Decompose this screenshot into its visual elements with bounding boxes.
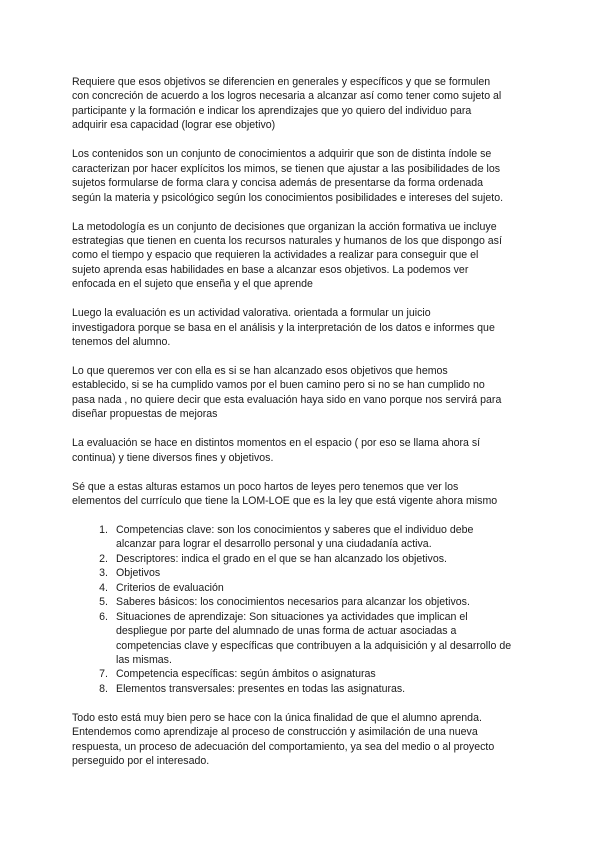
- list-number: 2.: [99, 552, 108, 565]
- list-text: Descriptores: indica el grado en el que se han alcanzado los objetivos.: [116, 552, 447, 565]
- list-item: [72, 595, 542, 609]
- list-number: 1.: [99, 523, 108, 536]
- paragraph-objetivos-alcanzados: Lo que queremos ver con ella es si se han alcanzado esos objetivos que hemos establecido, si se ha cumplido vamos por el buen camino pero si no se han cumplido no pasa nada , no quiere decir que esta evaluación haya sido en vano porque nos servirá para diseñar propuestas de mejoras: [72, 365, 502, 421]
- paragraph-metodologia: La metodología es un conjunto de decisiones que organizan la acción formativa ue incluye estrategias que tienen en cuenta los recursos naturales y humanos de los que dispongo así como el tiempo y espacio que requieren la actividades a realizar para conseguir que el sujeto aprenda esas habilidades en base a alcanzar esos objetivos. La podemos ver enfocada en el sujeto que enseña y el que aprende: [72, 220, 502, 291]
- list-number: 5.: [99, 596, 108, 609]
- list-number: 4.: [99, 581, 108, 594]
- list-text: Competencias clave: son los conocimientos y saberes que el individuo debe alcanzar para lograr el desarrollo personal y una ciudadanía activa.: [116, 523, 474, 551]
- paragraph-objetivos: Requiere que esos objetivos se diferencien en generales y específicos y que se formulen con concreción de acuerdo a los logros necesaria a alcanzar así como tener como sujeto al participante y la formación e indicar los aprendizajes que yo quiero del individuo para adquirir esa capacidad (lograr ese objetivo): [72, 76, 502, 132]
- list-number: 6.: [99, 610, 108, 623]
- list-item: [72, 610, 542, 668]
- list-text: Criterios de evaluación: [116, 581, 224, 594]
- list-text: Competencia específicas: según ámbitos o asignaturas: [116, 668, 376, 681]
- list-item: [72, 682, 542, 696]
- list-text: Objetivos: [116, 567, 161, 580]
- paragraph-aprendizaje: Todo esto está muy bien pero se hace con la única finalidad de que el alumno aprenda. Entendemos como aprendizaje al proceso de construcción y asimilación de una nueva respuesta, un proceso de adecuación del comportamiento, ya sea del medio o al proyecto perseguido por el interesado.: [72, 711, 495, 768]
- list-number: 8.: [99, 682, 108, 695]
- paragraph-lomloe: Sé que a estas alturas estamos un poco hartos de leyes pero tenemos que ver los elementos del currículo que tiene la LOM-LOE que es la ley que está vigente ahora mismo: [72, 480, 498, 508]
- curriculum-elements-list: [72, 523, 542, 696]
- paragraph-contenidos: Los contenidos son un conjunto de conocimientos a adquirir que son de distinta índole se caracterizan por hacer explícitos los mimos, se tienen que ajustar a las posibilidades de los sujetos formularse de forma clara y concisa además de presentarse da forma ordenada según la materia y psicológico según los conocimientos posibilidades e intereses del sujeto.: [72, 148, 504, 204]
- list-text: Situaciones de aprendizaje: Son situaciones ya actividades que implican el despliegue por parte del alumnado de unas forma de actuar asociadas a competencias clave y específicas que contribuyen a la adquisición y al desarrollo de las mismas.: [116, 610, 512, 667]
- list-item: [72, 523, 542, 552]
- paragraph-evaluacion: Luego la evaluación es un actividad valorativa. orientada a formular un juicio investigadora porque se basa en el análisis y la interpretación de los datos e informes que tenemos del alumno.: [72, 307, 495, 349]
- list-item: [72, 667, 542, 681]
- list-text: Elementos transversales: presentes en todas las asignaturas.: [116, 682, 406, 695]
- document-page: [72, 75, 542, 783]
- list-item: [72, 552, 542, 566]
- list-item: [72, 566, 542, 580]
- paragraph-evaluacion-momentos: La evaluación se hace en distintos momentos en el espacio ( por eso se llama ahora sí continua) y tiene diversos fines y objetivos.: [72, 437, 481, 464]
- list-item: [72, 581, 542, 595]
- list-number: 7.: [99, 668, 108, 681]
- list-number: 3.: [99, 567, 108, 580]
- list-text: Saberes básicos: los conocimientos necesarios para alcanzar los objetivos.: [116, 596, 470, 609]
